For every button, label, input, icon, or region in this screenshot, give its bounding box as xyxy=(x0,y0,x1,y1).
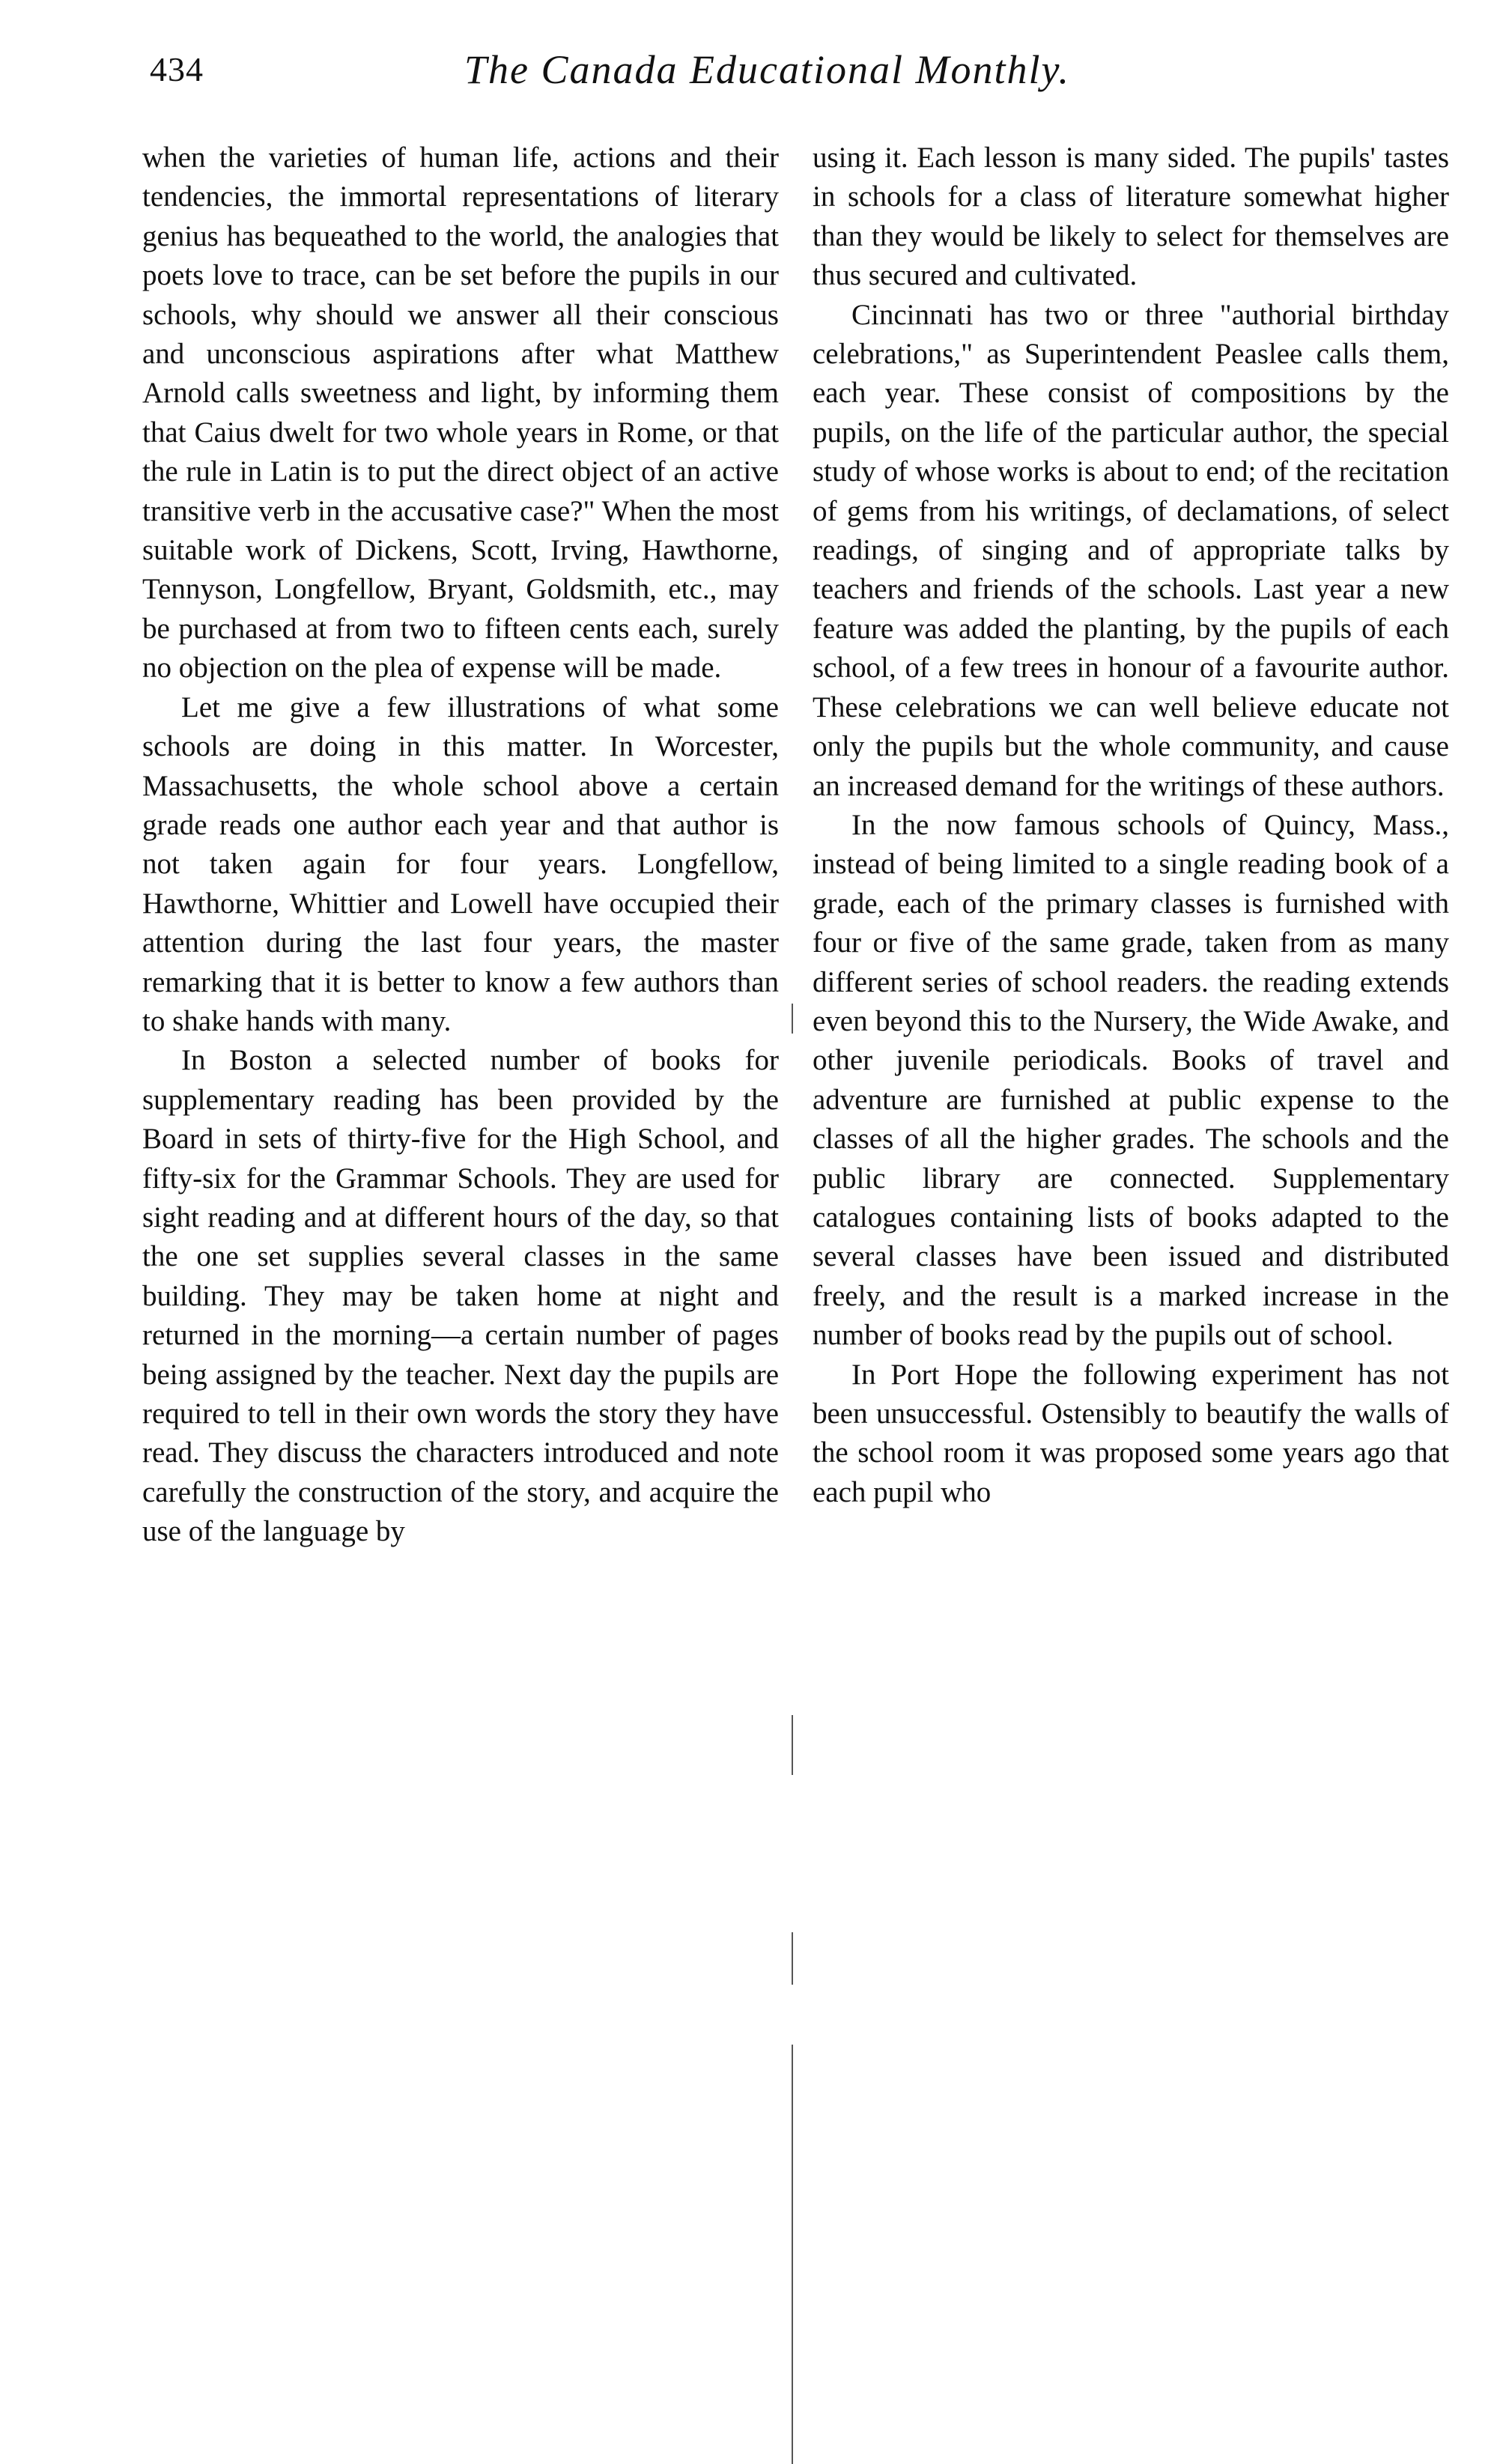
right-column xyxy=(813,139,1449,1512)
paragraph: using it. Each lesson is many sided. The pupils' tastes in schools for a class of literature somewhat higher than they would be likely to select for themselves are thus secured and cultivated. xyxy=(813,142,1449,292)
paragraph: when the varieties of human life, actions and their tendencies, the immortal representations of literary genius has bequeathed to the world, the analogies that poets love to trace, can be set before the pupils in our schools, why should we answer all their conscious and unconscious aspirations after what Matthew Arnold calls sweetness and light, by informing them that Caius dwelt for two whole years in Rome, or that the rule in Latin is to put the direct object of an active transitive verb in the accusative case?" When the most suitable work of Dickens, Scott, Irving, Hawthorne, Tennyson, Longfellow, Bryant, Goldsmith, etc., may be purchased at from two to fifteen cents each, surely no objection on the plea of expense will be made. xyxy=(142,142,779,685)
column-rule xyxy=(792,1932,793,1985)
page-number: 434 xyxy=(150,50,204,88)
column-rule xyxy=(792,1715,793,1775)
paragraph: In the now famous schools of Quincy, Mass., instead of being limited to a single reading book of a grade, each of the primary classes is furnished with four or five of the same grade, taken from as many different series of school readers. the reading extends even beyond this to the Nursery, the Wide Awake, and other juvenile periodicals. Books of travel and adventure are furnished at public expense to the classes of all the higher grades. The schools and the public library are connected. Supplementary catalogues containing lists of books adapted to the several classes have been issued and distributed freely, and the result is a marked increase in the number of books read by the pupils out of school. xyxy=(813,808,1449,1352)
paragraph: In Port Hope the following experiment has not been unsuccessful. Ostensibly to beautify the walls of the school room it was proposed some years ago that each pupil who xyxy=(813,1358,1449,1508)
running-title: The Canada Educational Monthly. xyxy=(464,47,1070,92)
paragraph: Let me give a few illustrations of what some schools are doing in this matter. In Worcester, Massachusetts, the whole school above a certain grade reads one author each year and that author is not taken again for four years. Longfellow, Hawthorne, Whittier and Lowell have occupied their attention during the last four years, the master remarking that it is better to know a few authors than to shake hands with many. xyxy=(142,691,779,1037)
paragraph: Cincinnati has two or three "authorial birthday celebrations," as Superintendent Peaslee calls them, each year. These consist of compositions by the pupils, on the life of the particular author, the special study of whose works is about to end; of the recitation of gems from his writings, of declamations, of select readings, of singing and of appropriate talks by teachers and friends of the schools. Last year a new feature was added the planting, by the pupils of each school, of a few trees in honour of a favourite author. These celebrations we can well believe educate not only the pupils but the whole community, and cause an increased demand for the writings of these authors. xyxy=(813,298,1449,802)
column-rule xyxy=(792,1004,793,1034)
column-rule xyxy=(792,2045,793,2464)
left-column xyxy=(142,139,779,1552)
paragraph: In Boston a selected number of books for supplementary reading has been provided by the Board in sets of thirty-five for the High School, and fifty-six for the Grammar Schools. They are used for sight reading and at different hours of the day, so that the one set supplies several classes in the same building. They may be taken home at night and returned in the morning—a certain number of pages being assigned by the teacher. Next day the pupils are required to tell in their own words the story they have read. They discuss the characters introduced and note carefully the construction of the story, and acquire the use of the language by xyxy=(142,1044,779,1548)
